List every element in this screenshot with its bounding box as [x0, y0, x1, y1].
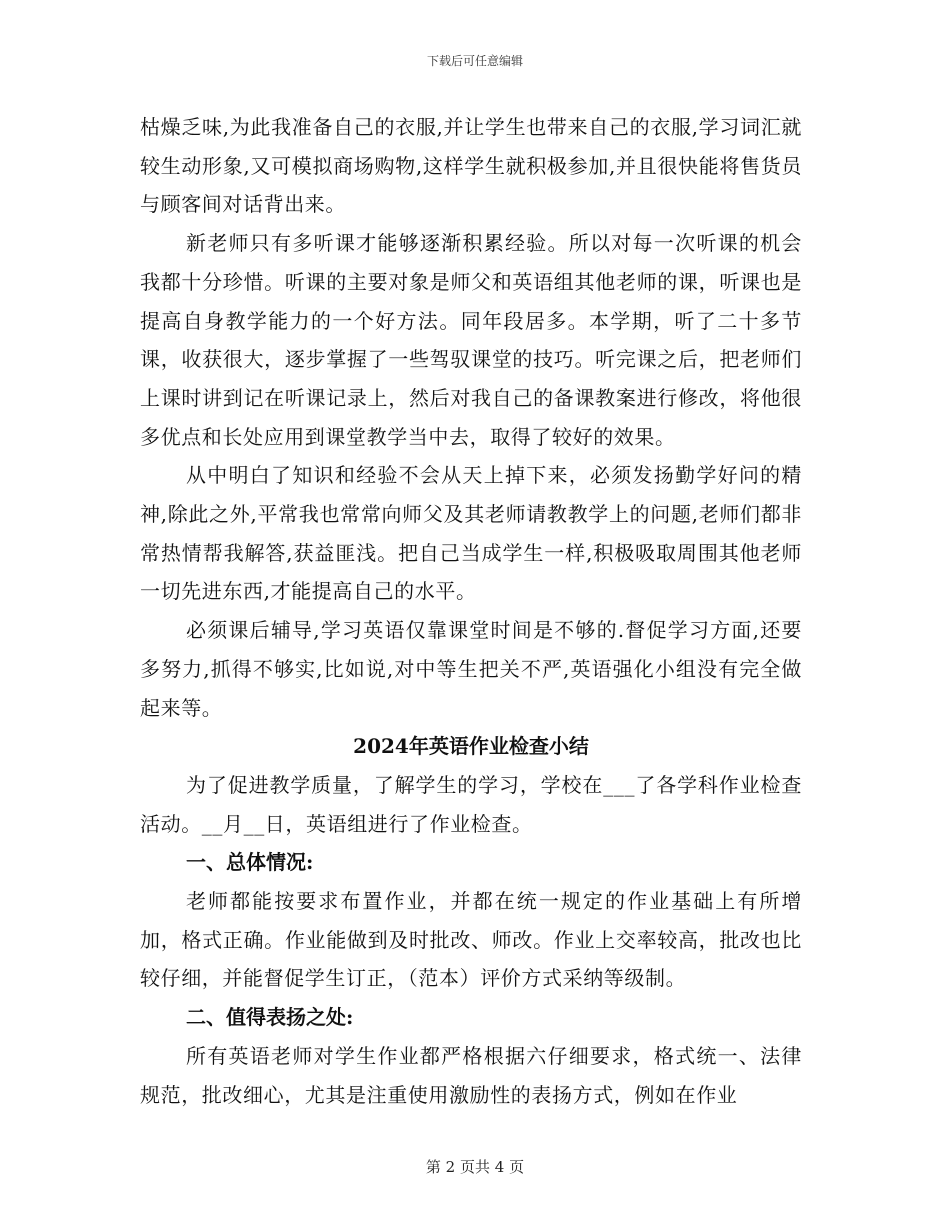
heading-praiseworthy-points: 二、值得表扬之处: [186, 1005, 354, 1030]
paragraph-overall-situation: 老师都能按要求布置作业，并都在统一规定的作业基础上有所增加，格式正确。作业能做到及时批改、师改。作业上交率较高，批改也比较仔细，并能督促学生订正，（范本）评价方式采纳等级制。 [140, 889, 802, 991]
heading-overall-situation: 一、总体情况: [186, 850, 314, 875]
section-title: 2024年英语作业检查小结 [353, 734, 589, 759]
page-number: 第 2 页共 4 页 [425, 1158, 525, 1176]
paragraph-after-class-tutoring: 必须课后辅导,学习英语仅靠课堂时间是不够的.督促学习方面,还要多努力,抓得不够实,比如说,对中等生把关不严,英语强化小组没有完全做起来等。 [140, 618, 802, 720]
page-header: 下载后可任意编辑 [426, 54, 523, 68]
paragraph-class-observation: 新老师只有多听课才能够逐渐积累经验。所以对每一次听课的机会我都十分珍惜。听课的主要对象是师父和英语组其他老师的课，听课也是提高自身教学能力的一个好方法。同年段居多。本学期，听了二十多节课，收获很大，逐步掌握了一些驾驭课堂的技巧。听完课之后，把老师们上课时讲到记在听课记录上，然后对我自己的备课教案进行修改，将他很多优点和长处应用到课堂教学当中去，取得了较好的效果。 [140, 231, 802, 449]
document-body [140, 108, 802, 1114]
section-intro: 为了促进教学质量，了解学生的学习，学校在___了各学科作业检查活动。__月__日，英语组进行了作业检查。 [140, 772, 802, 836]
paragraph-vocabulary-activity: 枯燥乏味,为此我准备自己的衣服,并让学生也带来自己的衣服,学习词汇就较生动形象,又可模拟商场购物,这样学生就积极参加,并且很快能将售货员与顾客间对话背出来。 [140, 115, 802, 217]
paragraph-learning-from-colleagues: 从中明白了知识和经验不会从天上掉下来，必须发扬勤学好问的精神,除此之外,平常我也常常向师父及其老师请教教学上的问题,老师们都非常热情帮我解答,获益匪浅。把自己当成学生一样,积极吸取周围其他老师一切先进东西,才能提高自己的水平。 [140, 463, 802, 604]
paragraph-praiseworthy-points: 所有英语老师对学生作业都严格根据六仔细要求，格式统一、法律规范，批改细心，尤其是注重使用激励性的表扬方式，例如在作业 [140, 1043, 802, 1107]
